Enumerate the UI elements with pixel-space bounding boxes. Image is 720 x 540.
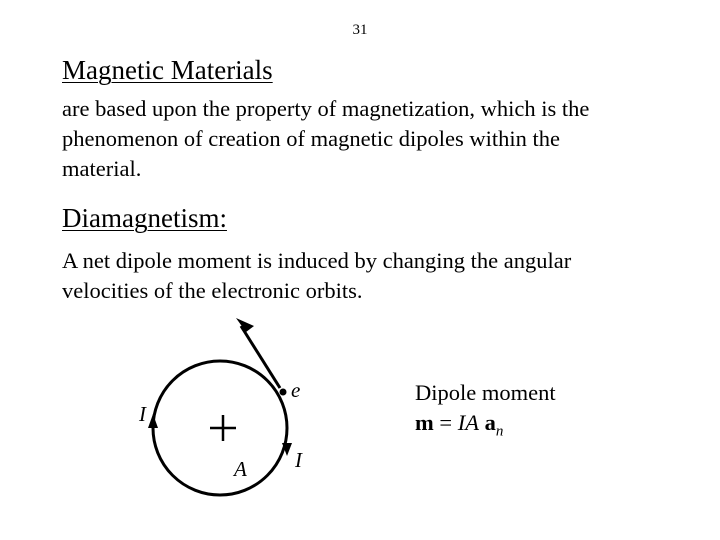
dipole-moment-formula [415,408,556,447]
caption-title: Dipole moment [415,380,556,405]
paragraph-line: velocities of the electronic orbits. [62,278,363,303]
formula-area: A [465,410,479,435]
label-current-left: I [139,402,146,426]
electron-dot [280,389,287,396]
velocity-arrowhead-icon [236,318,254,332]
formula-unit-vector: a [484,410,496,435]
formula-m: m [415,410,434,435]
formula-equals: = [433,410,458,435]
current-arrow-left-icon [148,414,158,428]
section-title-diamagnetism: Diamagnetism: [62,203,227,233]
paragraph-line: material. [62,156,142,181]
dipole-moment-caption [415,378,556,447]
formula-current: I [457,410,466,435]
section-title-magnetic-materials: Magnetic Materials [62,55,273,85]
paragraph-line: phenomenon of creation of magnetic dipoles within the [62,126,560,151]
paragraph-line: are based upon the property of magnetization, which is the [62,96,590,121]
label-current-right: I [295,448,302,472]
velocity-vector [241,326,280,388]
page-number: 31 [352,22,368,38]
formula-subscript: n [495,423,504,440]
paragraph-line: A net dipole moment is induced by changing the angular [62,248,572,273]
label-electron: e [291,378,301,402]
label-area: A [234,457,247,481]
